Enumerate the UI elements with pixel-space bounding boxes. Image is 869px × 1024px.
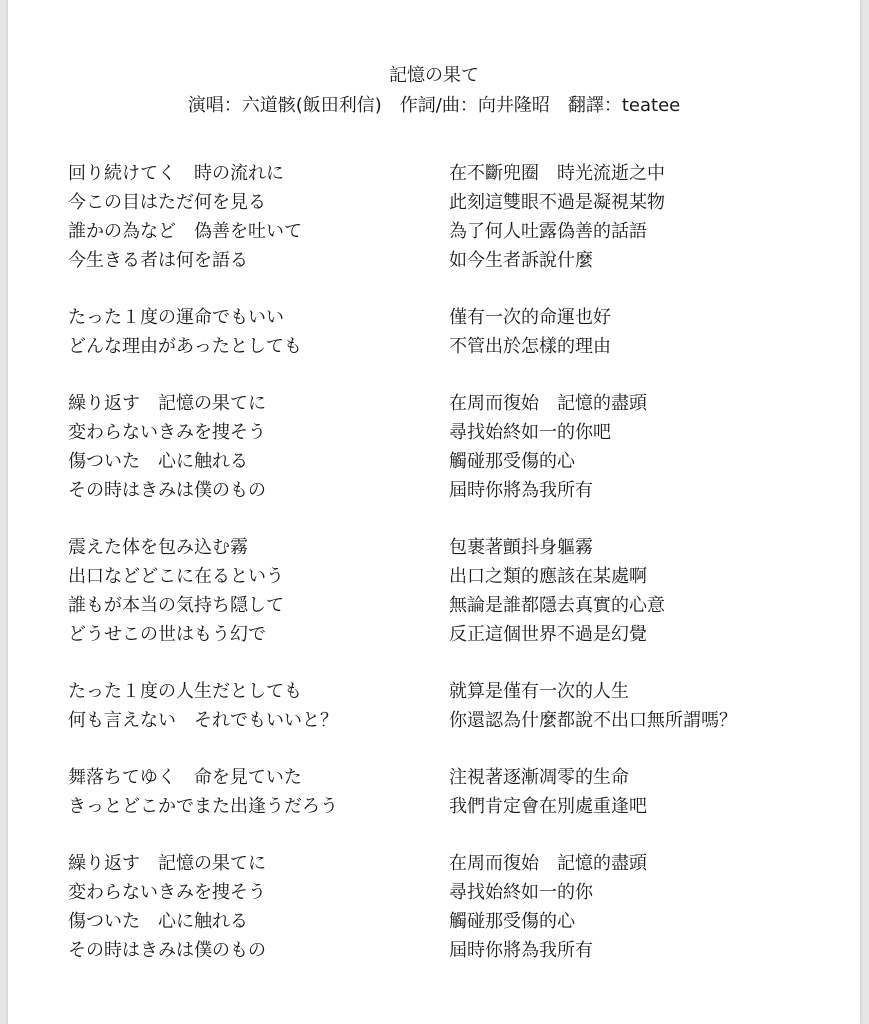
lyric-line-zh: 在周而復始 記憶的盡頭	[449, 393, 647, 414]
stanza-zh-5	[449, 677, 849, 735]
lyric-line-zh: 在周而復始 記憶的盡頭	[449, 853, 647, 874]
lyric-line-jp: 変わらないきみを捜そう	[68, 422, 266, 443]
lyric-line-jp: どうせこの世はもう幻で	[68, 624, 266, 645]
lyric-line-jp: 舞落ちてゆく 命を見ていた	[68, 767, 302, 788]
lyric-line-jp: 傷ついた 心に触れる	[68, 451, 248, 472]
lyric-line-zh: 尋找始終如一的你	[449, 882, 593, 903]
lyric-line-zh: 我們肯定會在別處重逢吧	[449, 796, 647, 817]
stanza-zh-3	[449, 389, 849, 505]
lyric-line-zh: 你還認為什麼都說不出口無所謂嗎？	[449, 710, 737, 731]
lyric-line-zh: 為了何人吐露偽善的話語	[449, 221, 647, 242]
stanza-zh-1	[449, 159, 849, 275]
stanza-jp-5	[68, 677, 428, 735]
stanza-zh-7	[449, 849, 849, 965]
lyric-line-jp: 出口などどこに在るという	[68, 566, 284, 587]
lyric-line-zh: 如今生者訴說什麼	[449, 250, 593, 271]
lyric-line-zh: 在不斷兜圈 時光流逝之中	[449, 163, 665, 184]
lyric-line-zh: 觸碰那受傷的心	[449, 451, 575, 472]
lyric-line-jp: 誰もが本当の気持ち隠して	[68, 595, 284, 616]
lyric-line-zh: 包裹著顫抖身軀霧	[449, 537, 593, 558]
lyric-line-zh: 就算是僅有一次的人生	[449, 681, 629, 702]
lyric-line-jp: どんな理由があったとしても	[68, 336, 302, 357]
lyric-line-zh: 觸碰那受傷的心	[449, 911, 575, 932]
lyric-line-jp: 今生きる者は何を語る	[68, 250, 248, 271]
lyric-line-jp: たった１度の人生だとしても	[68, 681, 302, 702]
song-credits: 演唱：六道骸(飯田利信) 作詞/曲：向井隆昭 翻譯：teatee	[187, 95, 681, 116]
lyric-line-zh: 無論是誰都隱去真實的心意	[449, 595, 665, 616]
lyric-line-zh: 出口之類的應該在某處啊	[449, 566, 647, 587]
stanza-jp-7	[68, 849, 428, 965]
stanza-zh-4	[449, 533, 849, 649]
stanza-jp-6	[68, 763, 428, 821]
lyric-line-jp: 傷ついた 心に触れる	[68, 911, 248, 932]
lyric-line-jp: 震えた体を包み込む霧	[68, 537, 248, 558]
japanese-lyrics-column	[68, 159, 428, 993]
lyric-line-jp: 今この目はただ何を見る	[68, 192, 266, 213]
lyric-line-zh: 尋找始終如一的你吧	[449, 422, 611, 443]
lyric-line-zh: 屆時你將為我所有	[449, 940, 593, 961]
lyric-line-zh: 不管出於怎樣的理由	[449, 336, 611, 357]
lyric-line-zh: 注視著逐漸凋零的生命	[449, 767, 629, 788]
song-title: 記憶の果て	[389, 65, 479, 86]
lyric-line-jp: きっとどこかでまた出逢うだろう	[68, 796, 338, 817]
stanza-jp-3	[68, 389, 428, 505]
stanza-zh-6	[449, 763, 849, 821]
lyric-line-zh: 屆時你將為我所有	[449, 480, 593, 501]
stanza-jp-4	[68, 533, 428, 649]
lyric-line-jp: 何も言えない それでもいいと？	[68, 710, 338, 731]
lyric-line-jp: たった１度の運命でもいい	[68, 307, 284, 328]
lyric-line-zh: 此刻這雙眼不過是凝視某物	[449, 192, 665, 213]
lyric-line-jp: 繰り返す 記憶の果てに	[68, 393, 266, 414]
lyric-line-jp: 繰り返す 記憶の果てに	[68, 853, 266, 874]
lyric-line-jp: 誰かの為など 偽善を吐いて	[68, 221, 302, 242]
stanza-zh-2	[449, 303, 849, 361]
lyric-line-jp: その時はきみは僕のもの	[68, 480, 266, 501]
document-page	[8, 0, 860, 1024]
lyric-line-jp: 変わらないきみを捜そう	[68, 882, 266, 903]
stanza-jp-2	[68, 303, 428, 361]
lyric-line-jp: その時はきみは僕のもの	[68, 940, 266, 961]
stanza-jp-1	[68, 159, 428, 275]
lyric-line-jp: 回り続けてく 時の流れに	[68, 163, 284, 184]
lyric-line-zh: 僅有一次的命運也好	[449, 307, 611, 328]
chinese-translation-column	[449, 159, 849, 993]
lyric-line-zh: 反正這個世界不過是幻覺	[449, 624, 647, 645]
